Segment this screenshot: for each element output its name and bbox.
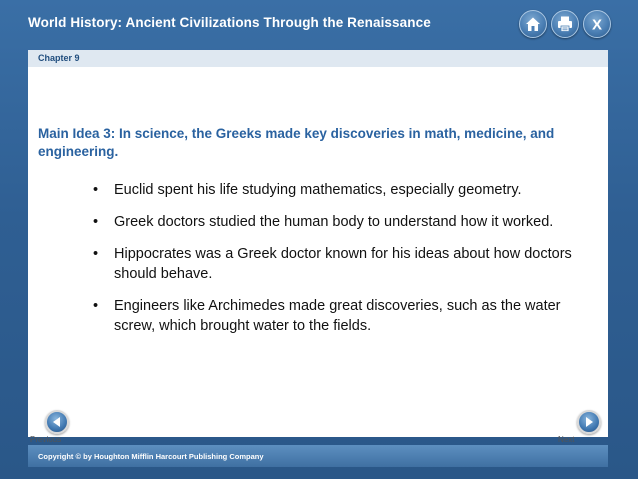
home-button[interactable] [519, 10, 547, 38]
app-title: World History: Ancient Civilizations Through the Renaissance [28, 15, 431, 30]
copyright-text: Copyright © by Houghton Mifflin Harcourt Publishing Company [38, 452, 264, 461]
list-item [93, 180, 573, 200]
bullet-text: Engineers like Archimedes made great discoveries, such as the water screw, which brought water to the fields. [114, 298, 561, 334]
chapter-label: Chapter 9 [38, 53, 80, 63]
title-bar [0, 0, 638, 50]
print-button[interactable] [551, 10, 579, 38]
arrow-right-icon [579, 412, 599, 432]
arrow-left-icon [47, 412, 67, 432]
next-label[interactable]: Next [558, 435, 575, 444]
close-button[interactable] [583, 10, 611, 38]
list-item [93, 296, 573, 336]
bullet-list [93, 180, 573, 348]
next-button[interactable] [577, 410, 601, 434]
bullet-text: Greek doctors studied the human body to understand how it worked. [114, 214, 554, 230]
bullet-text: Euclid spent his life studying mathematics, especially geometry. [114, 182, 522, 198]
bullet-text: Hippocrates was a Greek doctor known for his ideas about how doctors should behave. [114, 246, 572, 282]
bullet-icon: • [93, 182, 99, 198]
list-item [93, 212, 573, 232]
bullet-icon: • [93, 214, 99, 230]
main-idea-heading: Main Idea 3: In science, the Greeks made key discoveries in math, medicine, and engineering. [38, 126, 555, 159]
previous-button[interactable] [45, 410, 69, 434]
chapter-strip [28, 50, 608, 67]
bullet-icon: • [93, 246, 99, 262]
close-icon [584, 11, 610, 37]
previous-label[interactable]: Previous [30, 435, 62, 444]
bullet-icon: • [93, 298, 99, 314]
printer-icon [552, 11, 578, 37]
footer-bar [28, 445, 608, 467]
list-item [93, 244, 573, 284]
home-icon [520, 11, 546, 37]
content-panel [28, 50, 608, 437]
svg-text:X: X [591, 16, 603, 34]
